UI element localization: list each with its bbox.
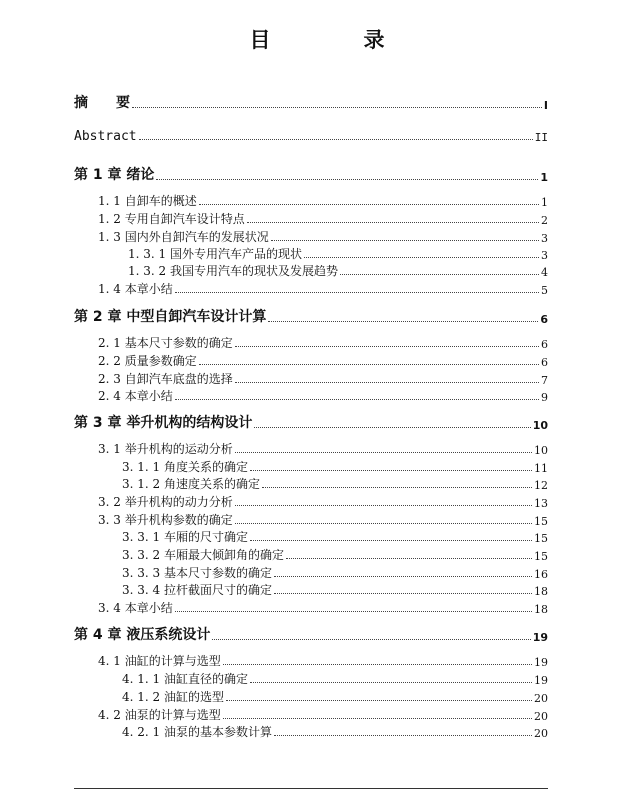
toc-entry-label: 3. 1. 1 角度关系的确定 <box>122 460 248 474</box>
toc-entry-page: 18 <box>534 603 548 616</box>
toc-entry-label: 1. 3. 1 国外专用汽车产品的现状 <box>128 247 302 261</box>
toc-entry-3-3-1[interactable] <box>122 528 548 545</box>
toc-entry-page: 4 <box>541 266 548 279</box>
toc-entry-page: 10 <box>532 419 548 432</box>
toc-entry-page: 11 <box>534 462 548 475</box>
bottom-rule <box>74 788 548 789</box>
toc-entry-chapter-3[interactable] <box>74 412 548 432</box>
toc-entry-label: 3. 1. 2 角速度关系的确定 <box>122 477 260 491</box>
toc-entry-label: 1. 1 自卸车的概述 <box>98 194 197 208</box>
toc-entry-4-2[interactable] <box>98 706 548 723</box>
toc-entry-label: 2. 1 基本尺寸参数的确定 <box>98 336 233 350</box>
toc-leader <box>247 222 539 223</box>
toc-entry-page: 1 <box>540 171 548 184</box>
toc-entry-3-1-1[interactable] <box>122 458 548 475</box>
toc-entry-label: Abstract <box>74 129 137 144</box>
toc-entry-page: 10 <box>534 444 548 457</box>
toc-leader <box>235 505 532 506</box>
toc-entry-label: 2. 2 质量参数确定 <box>98 354 197 368</box>
toc-leader <box>139 139 533 140</box>
toc-entry-3-4[interactable] <box>98 599 548 616</box>
toc-entry-chapter-4[interactable] <box>74 624 548 644</box>
toc-leader <box>132 107 542 108</box>
toc-entry-3-3-2[interactable] <box>122 546 548 563</box>
toc-entry-3-1-2[interactable] <box>122 475 548 492</box>
toc-entry-page: 15 <box>534 550 548 563</box>
toc-entry-label: 4. 1. 1 油缸直径的确定 <box>122 672 248 686</box>
toc-leader <box>156 179 538 180</box>
toc-entry-page: 20 <box>534 710 548 723</box>
toc-entry-page: 12 <box>534 479 548 492</box>
toc-entry-1-3-2[interactable] <box>128 262 548 279</box>
toc-leader <box>274 735 532 736</box>
toc-entry-page: 5 <box>541 284 548 297</box>
toc-leader <box>274 576 532 577</box>
toc-entry-page: 9 <box>541 391 548 404</box>
toc-entry-label: 4. 1 油缸的计算与选型 <box>98 654 221 668</box>
toc-entry-label: 第 4 章 液压系统设计 <box>74 627 211 643</box>
toc-entry-2-1[interactable] <box>98 334 548 351</box>
toc-entry-1-4[interactable] <box>98 280 548 297</box>
toc-leader <box>304 257 539 258</box>
toc-entry-label: 1. 3 国内外自卸汽车的发展状况 <box>98 230 269 244</box>
toc-leader <box>223 718 532 719</box>
toc-leader <box>235 523 532 524</box>
toc-entry-page: 3 <box>541 232 548 245</box>
toc-entry-label: 3. 3. 4 拉杆截面尺寸的确定 <box>122 583 272 597</box>
toc-entry-1-1[interactable] <box>98 192 548 209</box>
toc-entry-label: 2. 3 自卸汽车底盘的选择 <box>98 372 233 386</box>
toc-leader <box>235 382 539 383</box>
toc-leader <box>274 593 532 594</box>
toc-entry-2-3[interactable] <box>98 370 548 387</box>
page-title: 目 录 <box>249 28 421 52</box>
toc-entry-2-2[interactable] <box>98 352 548 369</box>
toc-leader <box>250 682 532 683</box>
toc-entry-label: 3. 2 举升机构的动力分析 <box>98 495 233 509</box>
toc-leader <box>254 427 530 428</box>
toc-entry-chapter-2[interactable] <box>74 306 548 326</box>
toc-entry-3-3[interactable] <box>98 511 548 528</box>
toc-entry-label: 第 3 章 举升机构的结构设计 <box>74 415 253 431</box>
toc-entry-chapter-1[interactable] <box>74 164 548 184</box>
toc-entry-label: 3. 3. 2 车厢最大倾卸角的确定 <box>122 548 284 562</box>
toc-entry-page: 7 <box>541 374 548 387</box>
toc-entry-3-1[interactable] <box>98 440 548 457</box>
toc-entry-page: 20 <box>534 692 548 705</box>
toc-entry-page: 16 <box>534 568 548 581</box>
toc-entry-label: 3. 3 举升机构参数的确定 <box>98 513 233 527</box>
toc-entry-3-3-3[interactable] <box>122 564 548 581</box>
toc-entry-page: 20 <box>534 727 548 740</box>
toc-entry-label: 4. 1. 2 油缸的选型 <box>122 690 224 704</box>
toc-leader <box>199 204 539 205</box>
toc-entry-abstract-cn[interactable] <box>74 92 548 112</box>
toc-entry-page: 3 <box>541 249 548 262</box>
toc-leader <box>250 540 532 541</box>
toc-entry-label: 1. 2 专用自卸汽车设计特点 <box>98 212 245 226</box>
toc-entry-page: 1 <box>541 196 548 209</box>
toc-entry-label: 1. 4 本章小结 <box>98 282 173 296</box>
toc-entry-label: 3. 3. 1 车厢的尺寸确定 <box>122 530 248 544</box>
toc-leader <box>250 470 532 471</box>
toc-entry-abstract-en[interactable] <box>74 129 548 144</box>
toc-entry-label: 4. 2 油泵的计算与选型 <box>98 708 221 722</box>
toc-leader <box>262 487 532 488</box>
toc-entry-page: II <box>534 131 548 144</box>
toc-entry-page: I <box>543 99 548 112</box>
toc-leader <box>271 240 539 241</box>
toc-leader <box>175 292 539 293</box>
toc-entry-4-1-2[interactable] <box>122 688 548 705</box>
toc-leader <box>226 700 532 701</box>
toc-entry-page: 6 <box>540 313 548 326</box>
toc-leader <box>199 364 539 365</box>
toc-entry-1-2[interactable] <box>98 210 548 227</box>
toc-entry-label: 1. 3. 2 我国专用汽车的现状及发展趋势 <box>128 264 338 278</box>
toc-entry-2-4[interactable] <box>98 387 548 404</box>
toc-entry-page: 6 <box>541 356 548 369</box>
toc-entry-page: 18 <box>534 585 548 598</box>
toc-entry-page: 19 <box>534 656 548 669</box>
toc-entry-label: 2. 4 本章小结 <box>98 389 173 403</box>
toc-entry-4-1-1[interactable] <box>122 670 548 687</box>
toc-entry-3-2[interactable] <box>98 493 548 510</box>
toc-entry-label: 第 2 章 中型自卸汽车设计计算 <box>74 309 267 325</box>
toc-entry-4-1[interactable] <box>98 652 548 669</box>
toc-entry-4-2-1[interactable] <box>122 723 548 740</box>
toc-leader <box>175 399 539 400</box>
toc-entry-3-3-4[interactable] <box>122 581 548 598</box>
toc-entry-label: 第 1 章 绪论 <box>74 167 155 183</box>
toc-leader <box>235 346 539 347</box>
toc-entry-page: 19 <box>534 674 548 687</box>
toc-leader <box>286 558 532 559</box>
toc-leader <box>340 274 539 275</box>
toc-entry-page: 15 <box>534 532 548 545</box>
toc-leader <box>223 664 532 665</box>
toc-entry-page: 6 <box>541 338 548 351</box>
toc-entry-label: 4. 2. 1 油泵的基本参数计算 <box>122 725 272 739</box>
toc-entry-label: 3. 1 举升机构的运动分析 <box>98 442 233 456</box>
toc-entry-page: 15 <box>534 515 548 528</box>
toc-entry-page: 2 <box>541 214 548 227</box>
toc-entry-label: 3. 4 本章小结 <box>98 601 173 615</box>
toc-entry-page: 19 <box>532 631 548 644</box>
toc-entry-label: 3. 3. 3 基本尺寸参数的确定 <box>122 566 272 580</box>
toc-entry-page: 13 <box>534 497 548 510</box>
toc-entry-1-3-1[interactable] <box>128 245 548 262</box>
toc-leader <box>175 611 532 612</box>
toc-leader <box>268 321 538 322</box>
toc-leader <box>212 639 530 640</box>
toc-entry-1-3[interactable] <box>98 228 548 245</box>
toc-leader <box>235 452 532 453</box>
toc-entry-label: 摘 要 <box>74 95 130 111</box>
